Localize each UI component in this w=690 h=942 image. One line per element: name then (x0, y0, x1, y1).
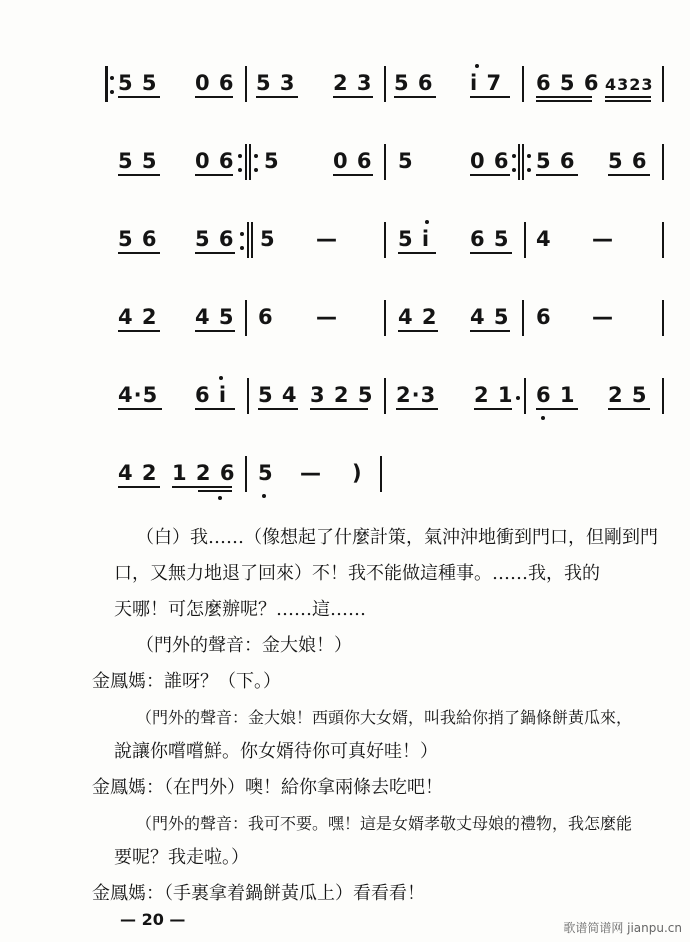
text-line-4: （門外的聲音：金大娘！） (136, 635, 352, 656)
underline (118, 330, 160, 332)
text-line-11: 金鳳媽：（手裏拿着鍋餅黃瓜上）看看看！ (92, 883, 425, 904)
underline (536, 96, 592, 98)
underline (605, 96, 651, 98)
barline (247, 378, 249, 414)
underline (195, 96, 233, 98)
low-octave-dot (541, 416, 545, 420)
note-group: 5 (398, 149, 414, 173)
underline (394, 96, 436, 98)
score-row-4 (0, 296, 690, 348)
note-group: 4 2 (118, 305, 158, 329)
underline (118, 96, 160, 98)
underline (470, 330, 510, 332)
barline (384, 66, 386, 102)
note-group: 5 6 (536, 149, 576, 173)
barline (662, 144, 664, 180)
underline (198, 490, 232, 492)
slur-dot (516, 396, 520, 400)
underline (118, 252, 160, 254)
text-line-9: （門外的聲音：我可不要。嘿！這是女婿孝敬丈母娘的禮物，我怎麼能 (136, 814, 633, 833)
barline (384, 378, 386, 414)
text-line-8: 金鳳媽：（在門外）噢！給你拿兩條去吃吧！ (92, 777, 443, 798)
note-group: 0 6 (195, 149, 235, 173)
page-number: — 20 — (120, 910, 186, 929)
underline (536, 174, 578, 176)
note-group: 5 4 (258, 383, 298, 407)
barline (662, 66, 664, 102)
high-octave-dot (475, 64, 479, 68)
note-group: 5 (258, 461, 274, 485)
barline (384, 144, 386, 180)
underline (118, 486, 160, 488)
underline (118, 174, 160, 176)
barline (524, 378, 526, 414)
barline (249, 144, 251, 180)
note-group: 2 5 (608, 383, 648, 407)
note-group: 2·3 (396, 383, 437, 407)
underline (118, 408, 162, 410)
note-group: 6 (536, 305, 552, 329)
note-group: 5 3 (256, 71, 296, 95)
text-line-2: 口，又無力地退了回來）不！我不能做這種事。……我，我的 (114, 563, 600, 584)
underline (195, 174, 233, 176)
text-line-10: 要呢？我走啦。） (114, 847, 249, 868)
repeat-dot (238, 168, 242, 172)
repeat-dot (512, 168, 516, 172)
note-group: 0 6 (195, 71, 235, 95)
barline (245, 456, 247, 492)
underline (470, 252, 512, 254)
note-group: — (316, 305, 338, 329)
note-group: — (300, 461, 322, 485)
note-group: 2 1 (474, 383, 514, 407)
note-group: 4 5 (195, 305, 235, 329)
underline (605, 100, 651, 102)
high-octave-dot (425, 220, 429, 224)
note-group: 1 2 6 (172, 461, 236, 485)
note-group: 4 5 (470, 305, 510, 329)
underline (398, 330, 438, 332)
text-line-5: 金鳳媽：誰呀？（下。） (92, 671, 281, 692)
underline (470, 174, 510, 176)
repeat-start-barline (105, 66, 108, 102)
barline (245, 300, 247, 336)
note-group: 6 1 (536, 383, 576, 407)
barline (518, 144, 520, 180)
score-row-1 (0, 62, 690, 114)
underline (398, 252, 436, 254)
barline (384, 222, 386, 258)
note-group: 4 2 (398, 305, 438, 329)
underline (396, 408, 438, 410)
score-row-6 (0, 452, 690, 504)
underline (172, 486, 232, 488)
note-group: 6 i (195, 383, 228, 407)
underline (310, 408, 368, 410)
note-group: 5 i (398, 227, 431, 251)
text-line-3: 天哪！可怎麼辦呢？……這…… (114, 599, 366, 620)
underline (608, 408, 650, 410)
note-group: 4 2 (118, 461, 158, 485)
score-row-2 (0, 140, 690, 192)
barline (251, 222, 253, 258)
barline (384, 300, 386, 336)
barline (662, 222, 664, 258)
underline (195, 330, 235, 332)
barline (247, 222, 249, 258)
watermark: 歌谱简谱网 jianpu.cn (563, 921, 682, 935)
low-octave-dot (218, 496, 222, 500)
note-group: 5 6 (195, 227, 235, 251)
note-group: 6 (258, 305, 274, 329)
barline (524, 222, 526, 258)
note-group: 4323 (605, 75, 654, 94)
note-group: 5 6 (118, 227, 158, 251)
underline (258, 408, 298, 410)
note-group: 5 6 (608, 149, 648, 173)
text-line-6: （門外的聲音：金大娘！西頭你大女婿，叫我給你捎了鍋條餅黃瓜來， (136, 708, 633, 727)
note-group: 0 6 (333, 149, 373, 173)
note-group: 6 5 (470, 227, 510, 251)
repeat-dot (240, 232, 244, 236)
note-group: i 7 (470, 71, 503, 95)
repeat-dot (238, 154, 242, 158)
note-group: 5 6 (394, 71, 434, 95)
note-group: 6 5 6 (536, 71, 600, 95)
repeat-dot (527, 154, 531, 158)
repeat-dot (254, 168, 258, 172)
note-group: 5 (260, 227, 276, 251)
note-group: — (592, 305, 614, 329)
repeat-dot (110, 90, 114, 94)
underline (333, 174, 373, 176)
barline (662, 300, 664, 336)
barline (380, 456, 382, 492)
note-group: 3 2 5 (310, 383, 374, 407)
repeat-dot (254, 154, 258, 158)
note-group: ) (352, 461, 363, 485)
high-octave-dot (219, 376, 223, 380)
underline (256, 96, 298, 98)
underline (333, 96, 373, 98)
note-group: 4·5 (118, 383, 159, 407)
score-row-3 (0, 218, 690, 270)
underline (608, 174, 650, 176)
note-group: 4 (536, 227, 552, 251)
score-row-5 (0, 374, 690, 426)
low-octave-dot (262, 494, 266, 498)
barline (522, 300, 524, 336)
repeat-dot (110, 76, 114, 80)
barline (522, 144, 524, 180)
underline (195, 408, 235, 410)
underline (195, 252, 235, 254)
barline (245, 66, 247, 102)
barline (662, 378, 664, 414)
repeat-dot (527, 168, 531, 172)
note-group: 2 3 (333, 71, 373, 95)
note-group: — (592, 227, 614, 251)
note-group: 0 6 (470, 149, 510, 173)
note-group: 5 5 (118, 71, 158, 95)
underline (536, 100, 592, 102)
repeat-dot (512, 154, 516, 158)
underline (474, 408, 512, 410)
note-group: 5 (264, 149, 280, 173)
note-group: 5 5 (118, 149, 158, 173)
text-line-7: 說讓你嚐嚐鮮。你女婿待你可真好哇！） (114, 741, 438, 762)
repeat-dot (240, 246, 244, 250)
underline (470, 96, 510, 98)
barline (522, 66, 524, 102)
barline (245, 144, 247, 180)
underline (536, 408, 578, 410)
text-line-1: （白）我……（像想起了什麼計策，氣沖沖地衝到門口，但剛到門 (136, 527, 658, 548)
note-group: — (316, 227, 338, 251)
